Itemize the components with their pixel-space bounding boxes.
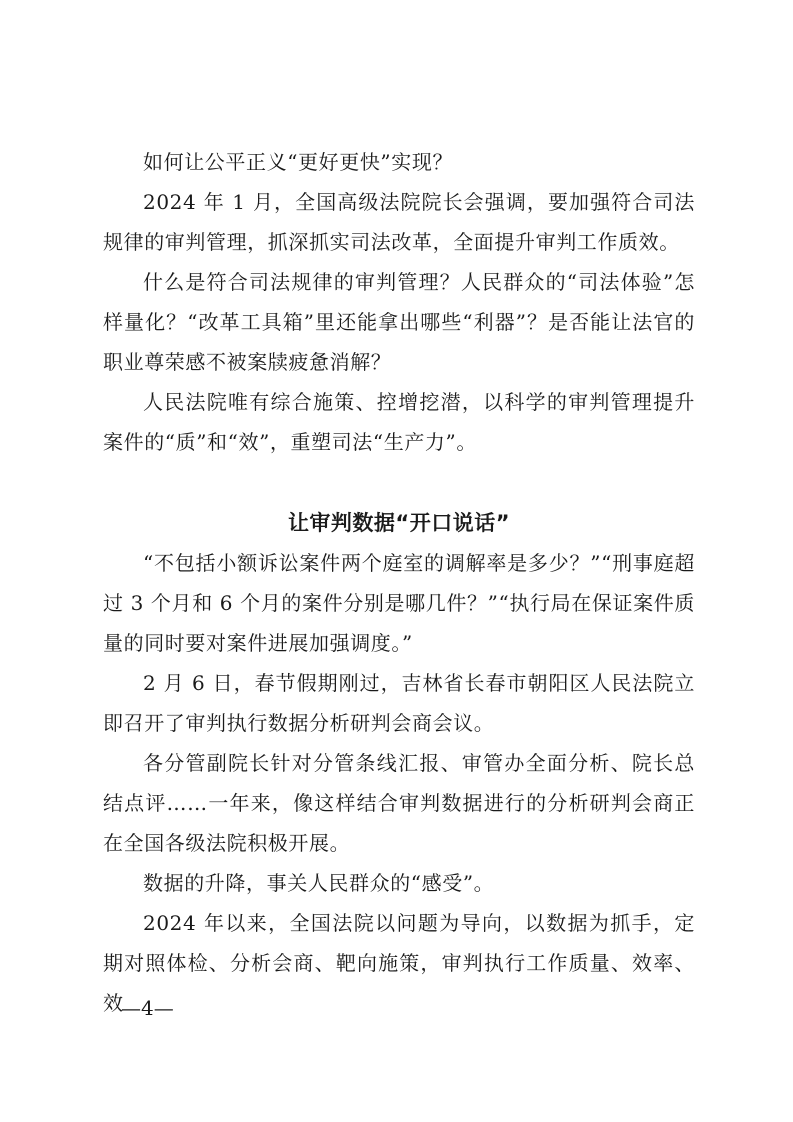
paragraph: 如何让公平正义“更好更快”实现？	[143, 150, 454, 174]
paragraph: 人民法院唯有综合施策、控增挖潜，以科学的审判管理提升案件的“质”和“效”，重塑司法“生产力”。	[103, 390, 695, 454]
paragraph: 2024 年 1 月，全国高级法院院长会强调，要加强符合司法规律的审判管理，抓深抓实司法改革，全面提升审判工作质效。	[103, 190, 695, 254]
paragraph: 什么是符合司法规律的审判管理？人民群众的“司法体验”怎样量化？“改革工具箱”里还能拿出哪些“利器”？是否能让法官的职业尊荣感不被案牍疲惫消解？	[103, 270, 695, 374]
paragraph: 2024 年以来，全国法院以问题为导向，以数据为抓手，定期对照体检、分析会商、靶向施策，审判执行工作质量、效率、效	[103, 911, 695, 1015]
page-number: —4—	[121, 996, 174, 1020]
paragraph: 数据的升降，事关人民群众的“感受”。	[143, 871, 495, 895]
paragraph: “不包括小额诉讼案件两个庭室的调解率是多少？”“刑事庭超过 3 个月和 6 个月的案件分别是哪几件？”“执行局在保证案件质量的同时要对案件进展加强调度。”	[103, 551, 695, 655]
paragraph: 2 月 6 日，春节假期刚过，吉林省长春市朝阳区人民法院立即召开了审判执行数据分析研判会商会议。	[103, 671, 695, 735]
section-heading: 让审判数据“开口说话”	[287, 511, 511, 535]
paragraph: 各分管副院长针对分管条线汇报、审管办全面分析、院长总结点评……一年来，像这样结合审判数据进行的分析研判会商正在全国各级法院积极开展。	[103, 751, 695, 855]
